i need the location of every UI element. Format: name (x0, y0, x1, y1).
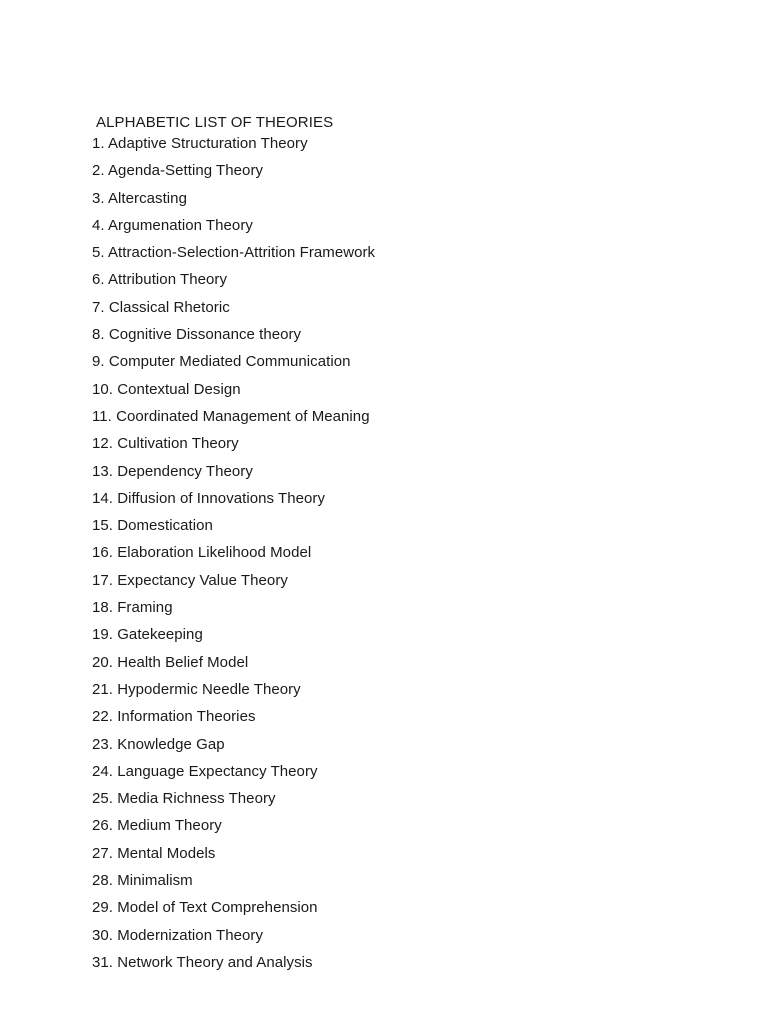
list-item: 18. Framing (92, 599, 173, 617)
list-item: 3. Altercasting (92, 189, 187, 207)
document-title: ALPHABETIC LIST OF THEORIES (96, 114, 334, 131)
list-item: 20. Health Belief Model (92, 653, 249, 671)
list-item: 6. Attribution Theory (92, 271, 228, 289)
list-item: 4. Argumenation Theory (92, 216, 253, 234)
list-item: 15. Domestication (92, 517, 213, 535)
list-item: 26. Medium Theory (92, 817, 222, 835)
list-item: 11. Coordinated Management of Meaning (92, 407, 370, 425)
list-item: 19. Gatekeeping (92, 626, 203, 644)
list-item: 14. Diffusion of Innovations Theory (92, 489, 326, 507)
list-item: 22. Information Theories (92, 708, 256, 726)
list-item: 16. Elaboration Likelihood Model (92, 544, 312, 562)
list-item: 28. Minimalism (92, 872, 193, 890)
list-item: 25. Media Richness Theory (92, 790, 276, 808)
list-item: 17. Expectancy Value Theory (92, 571, 288, 589)
list-item: 1. Adaptive Structuration Theory (92, 135, 308, 152)
list-item: 21. Hypodermic Needle Theory (92, 680, 301, 698)
list-item: 9. Computer Mediated Communication (92, 353, 351, 371)
theory-list (92, 134, 375, 980)
list-item: 24. Language Expectancy Theory (92, 762, 318, 780)
list-item: 5. Attraction-Selection-Attrition Framework (92, 244, 376, 262)
list-item: 30. Modernization Theory (92, 926, 264, 944)
list-item: 29. Model of Text Comprehension (92, 899, 318, 917)
list-item: 10. Contextual Design (92, 380, 241, 398)
list-item: 13. Dependency Theory (92, 462, 253, 480)
list-item: 8. Cognitive Dissonance theory (92, 326, 302, 344)
list-item: 12. Cultivation Theory (92, 435, 239, 453)
list-item: 27. Mental Models (92, 844, 216, 862)
list-item: 23. Knowledge Gap (92, 735, 225, 753)
list-item: 7. Classical Rhetoric (92, 298, 230, 316)
list-item: 31. Network Theory and Analysis (92, 953, 313, 971)
list-item: 2. Agenda-Setting Theory (92, 162, 264, 180)
